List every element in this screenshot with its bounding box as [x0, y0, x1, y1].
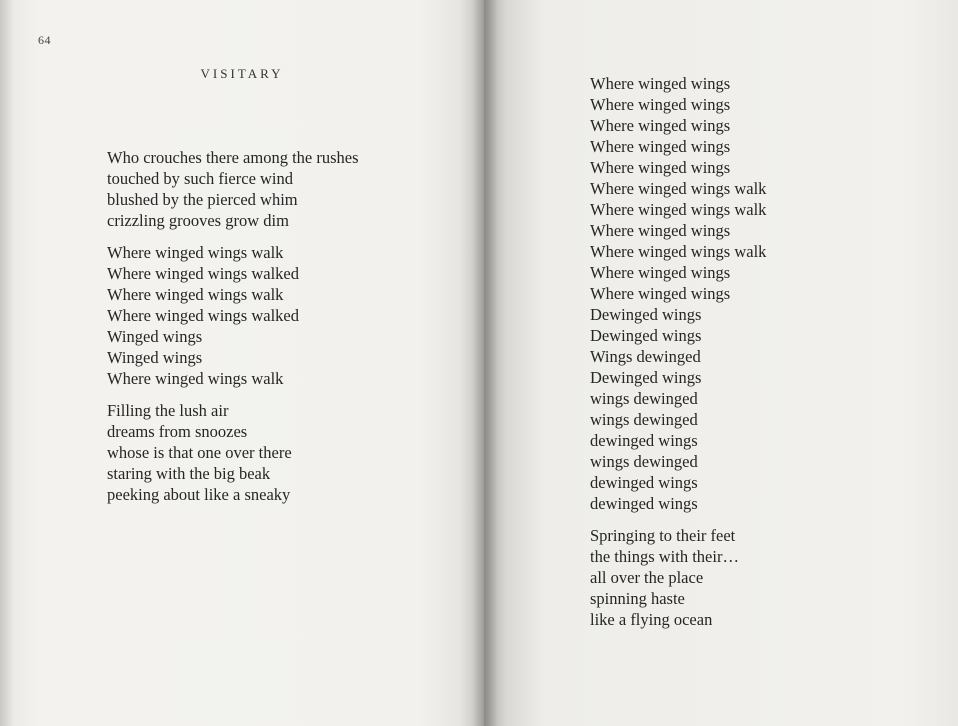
stanza — [590, 73, 930, 514]
poem-line: dewinged wings — [590, 494, 698, 513]
poem-line: Where winged wings — [590, 158, 731, 177]
poem-line: Where winged wings — [590, 95, 731, 114]
poem-line: Winged wings — [107, 348, 203, 367]
poem-line: whose is that one over there — [107, 443, 292, 462]
poem-line: wings dewinged — [590, 410, 698, 429]
poem-line: Where winged wings walk — [590, 242, 767, 261]
poem-line: blushed by the pierced whim — [107, 190, 298, 209]
poem-line: Where winged wings — [590, 221, 731, 240]
poem-line: peeking about like a sneaky — [107, 485, 291, 504]
poem-line: all over the place — [590, 568, 704, 587]
poem-line: Winged wings — [107, 327, 203, 346]
poem-line: Dewinged wings — [590, 305, 702, 324]
page-number: 64 — [38, 33, 51, 47]
poem-line: Where winged wings walk — [590, 179, 767, 198]
poem-line: Springing to their feet — [590, 526, 736, 545]
poem-line: Where winged wings walk — [107, 243, 284, 262]
poem-line: Where winged wings walk — [107, 285, 284, 304]
poem-line: Where winged wings walked — [107, 264, 299, 283]
poem-line: dreams from snoozes — [107, 422, 248, 441]
poem-title: VISITARY — [200, 66, 284, 81]
poem-line: like a flying ocean — [590, 610, 713, 629]
poem-line: wings dewinged — [590, 389, 698, 408]
poem-line: Where winged wings — [590, 263, 731, 282]
poem-line: Where winged wings — [590, 137, 731, 156]
poem-line: wings dewinged — [590, 452, 698, 471]
poem-line: touched by such fierce wind — [107, 169, 294, 188]
poem-line: the things with their… — [590, 547, 739, 566]
poem-line: Filling the lush air — [107, 401, 229, 420]
poem-line: Wings dewinged — [590, 347, 701, 366]
poem-line: spinning haste — [590, 589, 685, 608]
right-poem-body — [590, 73, 930, 630]
poem-line: Where winged wings walk — [107, 369, 284, 388]
stanza — [107, 400, 467, 505]
poem-line: Where winged wings — [590, 74, 731, 93]
poem-line: Where winged wings walked — [107, 306, 299, 325]
poem-line: Where winged wings — [590, 116, 731, 135]
stanza — [107, 147, 467, 231]
stanza — [590, 525, 930, 630]
left-poem-body — [107, 147, 467, 505]
poem-line: Dewinged wings — [590, 368, 702, 387]
poem-line: dewinged wings — [590, 473, 698, 492]
poem-line: Where winged wings — [590, 284, 731, 303]
poem-line: Who crouches there among the rushes — [107, 148, 359, 167]
stanza — [107, 242, 467, 389]
poem-line: crizzling grooves grow dim — [107, 211, 289, 230]
poem-line: dewinged wings — [590, 431, 698, 450]
poem-line: Dewinged wings — [590, 326, 702, 345]
poem-line: Where winged wings walk — [590, 200, 767, 219]
poem-line: staring with the big beak — [107, 464, 271, 483]
